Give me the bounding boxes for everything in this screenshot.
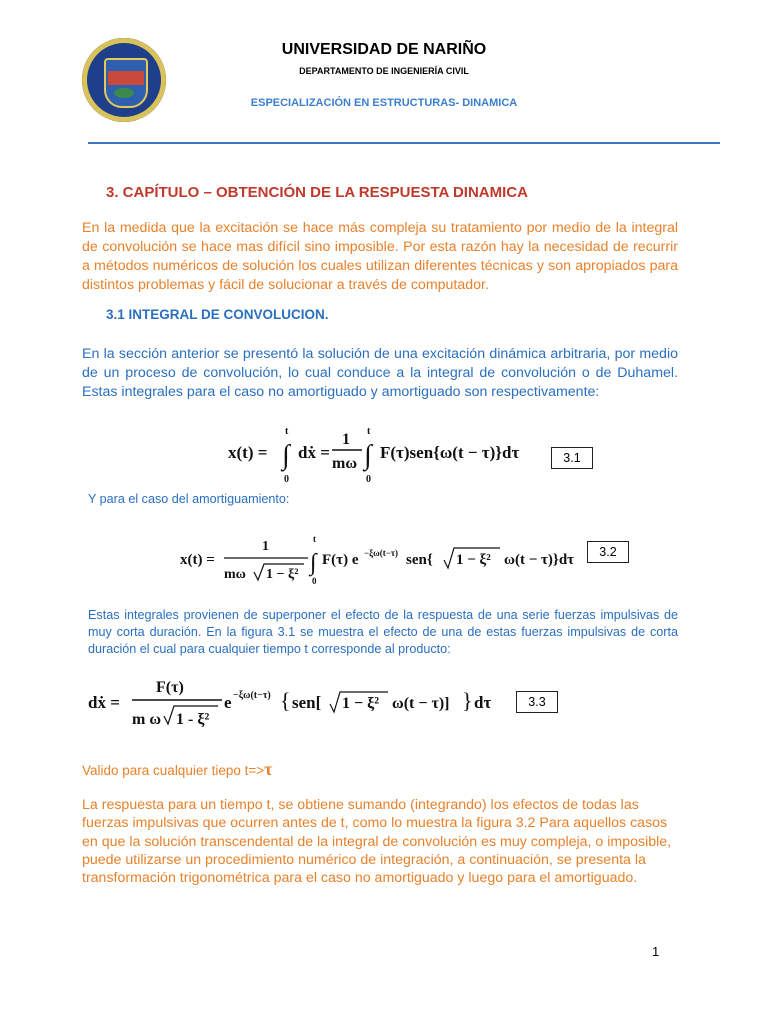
- valid-range-text: Valido para cualquier tiepo t=>: [82, 763, 265, 778]
- department-name: DEPARTAMENTO DE INGENIERÍA CIVIL: [299, 66, 469, 76]
- svg-text:t: t: [285, 426, 289, 437]
- section-title: 3.1 INTEGRAL DE CONVOLUCION.: [106, 307, 329, 322]
- svg-text:t: t: [313, 534, 316, 544]
- chapter-title: 3. CAPÍTULO – OBTENCIÓN DE LA RESPUESTA DINAMICA: [106, 184, 528, 201]
- equation-3-1: [226, 424, 546, 486]
- svg-text:1 − ξ²: 1 − ξ²: [456, 552, 491, 568]
- svg-text:t: t: [367, 426, 371, 437]
- svg-text:{: {: [280, 688, 291, 713]
- section-paragraph-2: Y para el caso del amortiguamiento:: [88, 492, 290, 506]
- equation-3-3-number: 3.3: [516, 691, 558, 713]
- svg-text:ω(t − τ)]: ω(t − τ)]: [392, 695, 450, 712]
- svg-text:x(t) =: x(t) =: [180, 552, 215, 568]
- header-divider: [88, 142, 720, 144]
- svg-text:dẋ =: dẋ =: [298, 443, 330, 462]
- svg-text:mω: mω: [332, 455, 358, 472]
- svg-text:ω(t − τ)}dτ: ω(t − τ)}dτ: [504, 552, 575, 568]
- equation-3-2-number: 3.2: [587, 541, 629, 563]
- svg-text:∫: ∫: [310, 550, 317, 576]
- tau-symbol: τ: [264, 759, 273, 779]
- svg-text:}: }: [462, 688, 473, 713]
- svg-text:1 − ξ²: 1 − ξ²: [342, 695, 380, 712]
- svg-text:0: 0: [366, 474, 371, 485]
- equation-3-1-number: 3.1: [551, 447, 593, 469]
- equation-3-2: [178, 532, 586, 588]
- svg-text:1 − ξ²: 1 − ξ²: [266, 567, 299, 582]
- svg-text:mω: mω: [224, 567, 246, 582]
- svg-text:e: e: [224, 693, 232, 712]
- svg-text:1: 1: [262, 539, 269, 554]
- svg-text:−ξω(t−τ): −ξω(t−τ): [364, 548, 398, 558]
- svg-text:m ω: m ω: [132, 711, 162, 728]
- svg-text:−ξω(t−τ): −ξω(t−τ): [233, 690, 271, 701]
- section-paragraph-1: En la sección anterior se presentó la solución de una excitación dinámica arbitraria, por medio de un proceso de convolución, lo cual conduce a la integral de convolución o de Duhamel. Estas integrales para el caso no amortiguado y amortiguado son respectivamente:: [82, 346, 678, 400]
- specialization-name: ESPECIALIZACIÓN EN ESTRUCTURAS- DINAMICA: [250, 97, 518, 109]
- equation-3-3: [86, 670, 506, 736]
- section-paragraph-4: [82, 759, 272, 780]
- svg-text:sen[: sen[: [292, 693, 322, 712]
- svg-text:0: 0: [312, 576, 317, 586]
- svg-text:dτ: dτ: [474, 693, 492, 712]
- page-number: 1: [652, 944, 660, 959]
- chapter-intro-paragraph: En la medida que la excitación se hace más compleja su tratamiento por medio de la integral de convolución se hace mas difícil sino imposible. Por esta razón hay la necesidad de recurrir a métodos numéricos de solución los cuales utilizan diferentes técnicas y son apropiados para distintos problemas y fácil de solucionar a través de computador.: [82, 220, 678, 293]
- svg-text:F(τ) e: F(τ) e: [322, 552, 359, 568]
- svg-text:sen{: sen{: [406, 552, 433, 568]
- svg-text:1 - ξ²: 1 - ξ²: [176, 711, 210, 728]
- svg-text:0: 0: [284, 474, 289, 485]
- svg-text:dẋ =: dẋ =: [88, 693, 120, 712]
- section-paragraph-3: Estas integrales provienen de superponer el efecto de la respuesta de una serie fuerzas impulsivas de muy corta duración. En la figura 3.1 se muestra el efecto de una de estas fuerzas impulsivas de corta duración el cual para cualquier tiempo t corresponde al producto:: [88, 608, 678, 656]
- svg-text:1: 1: [342, 431, 350, 448]
- section-paragraph-5: La respuesta para un tiempo t, se obtiene sumando (integrando) los efectos de todas las fuerzas impulsivas que ocurren antes de t, como lo muestra la figura 3.2 Para aquellos casos en que la solución transcendental de la integral de convolución es muy compleja, o imposible, puede utilizarse un procedimiento numérico de integración, a continuación, se presenta la transformación trigonométrica para el caso no amortiguado y luego para el amortiguado.: [82, 797, 672, 887]
- university-name: UNIVERSIDAD DE NARIÑO: [281, 41, 487, 58]
- svg-text:F(τ)sen{ω(t − τ)}dτ: F(τ)sen{ω(t − τ)}dτ: [380, 443, 520, 462]
- svg-text:∫: ∫: [364, 440, 372, 471]
- svg-text:x(t) =: x(t) =: [228, 443, 268, 462]
- svg-text:F(τ): F(τ): [156, 679, 184, 696]
- svg-text:∫: ∫: [282, 440, 290, 471]
